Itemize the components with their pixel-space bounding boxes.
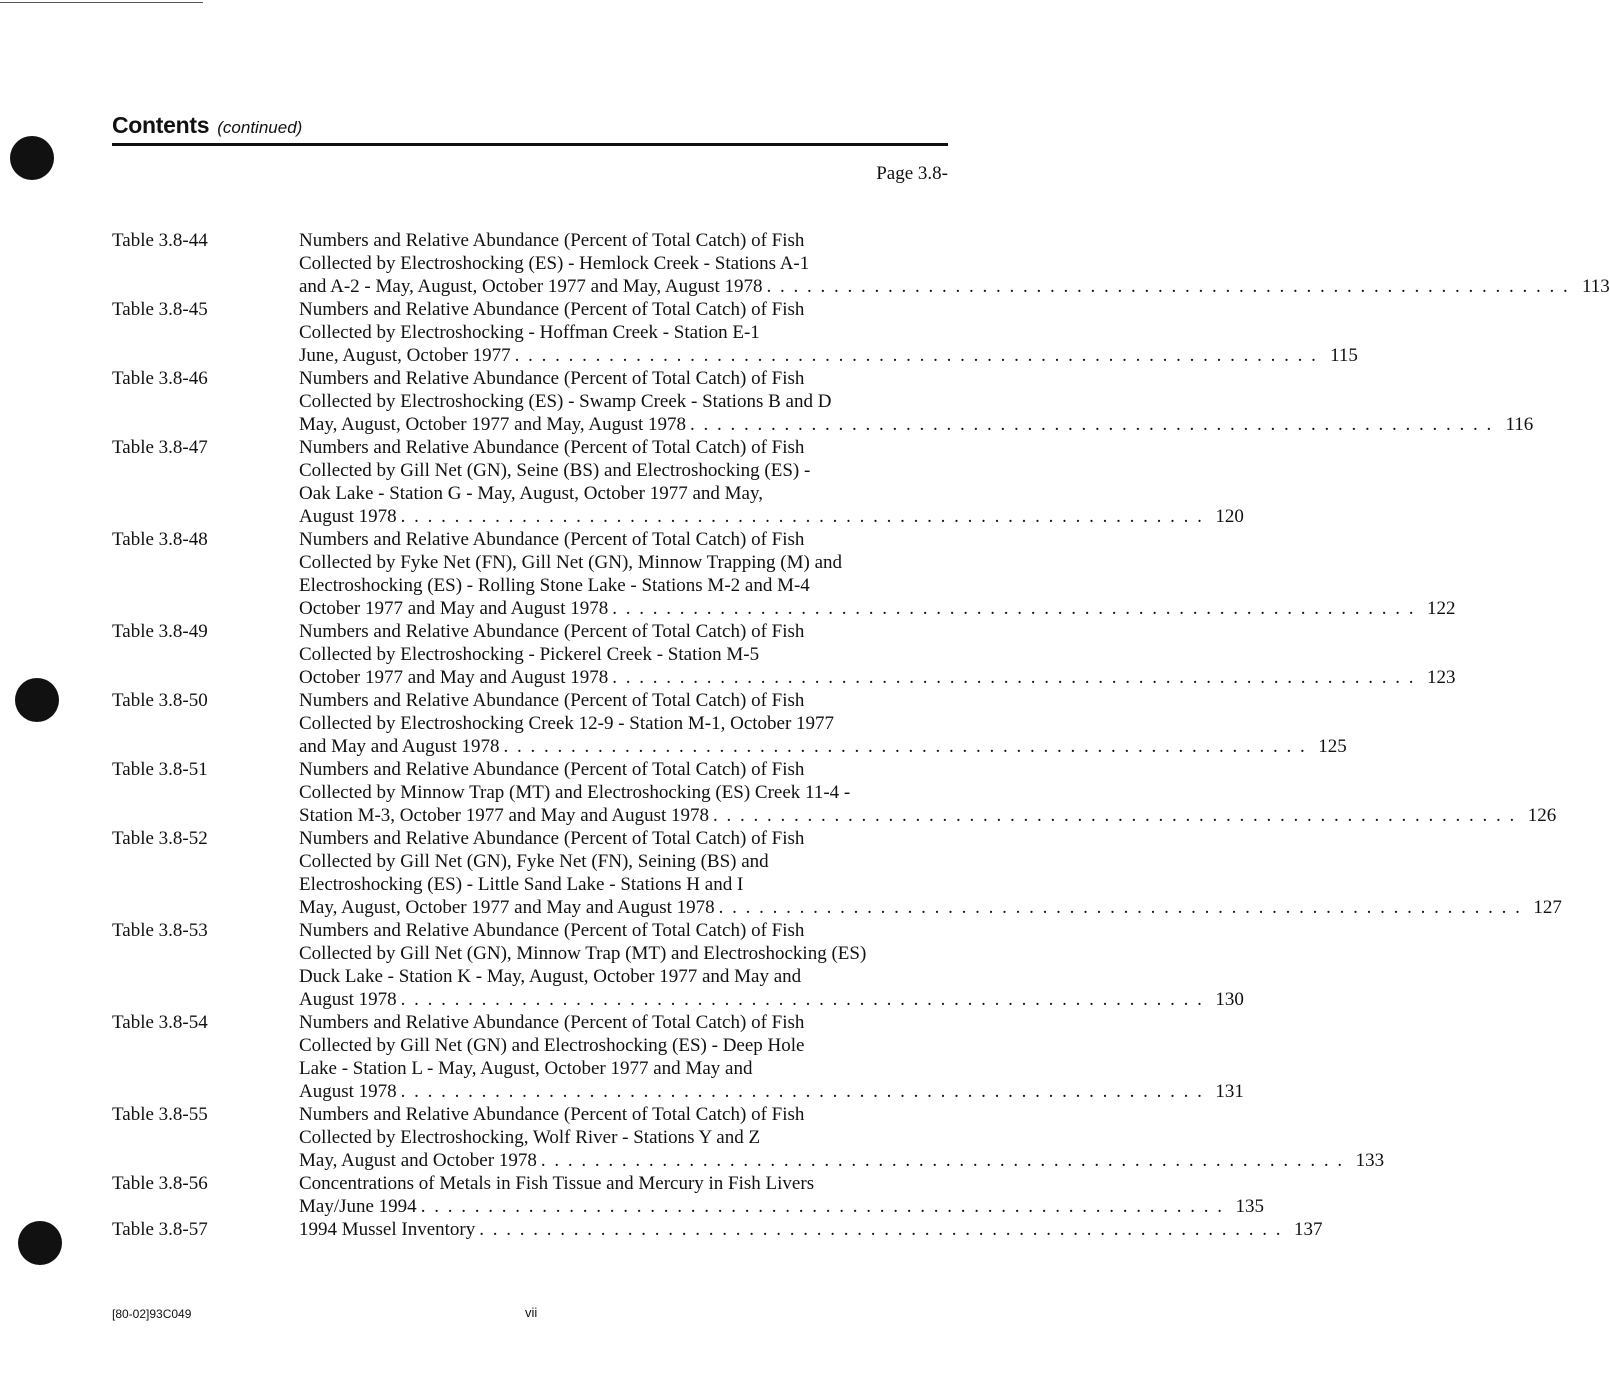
binder-hole-icon <box>15 678 59 722</box>
title-last-line <box>299 1195 1264 1218</box>
table-title <box>299 229 1610 298</box>
title-line: Collected by Electroshocking - Pickerel Creek - Station M-5 <box>299 644 760 665</box>
toc-entry[interactable] <box>112 620 1456 689</box>
dot-leader: . . . . . . . . . . . . . . . . . . . . . . . . . . . . . . . . . . . . . . . . . . . . . . . . . . . . . . . . . . . . <box>420 1196 1224 1217</box>
title-line: and May and August 1978 <box>299 736 500 757</box>
binder-hole-icon <box>10 136 54 180</box>
dot-leader: . . . . . . . . . . . . . . . . . . . . . . . . . . . . . . . . . . . . . . . . . . . . . . . . . . . . . . . . . . . . <box>766 276 1570 297</box>
title-line: Numbers and Relative Abundance (Percent of Total Catch) of Fish <box>299 690 805 711</box>
title-line: Numbers and Relative Abundance (Percent of Total Catch) of Fish <box>299 920 805 941</box>
table-number: Table 3.8-54 <box>112 1012 208 1033</box>
table-title <box>299 1218 1323 1241</box>
title-line: Collected by Gill Net (GN), Minnow Trap (MT) and Electroshocking (ES) <box>299 943 867 964</box>
toc-entry[interactable] <box>112 436 1244 528</box>
title-line: May, August, October 1977 and May and August 1978 <box>299 897 715 918</box>
dot-leader: . . . . . . . . . . . . . . . . . . . . . . . . . . . . . . . . . . . . . . . . . . . . . . . . . . . . . . . . . . . . <box>612 598 1416 619</box>
table-title <box>299 689 1347 758</box>
dot-leader: . . . . . . . . . . . . . . . . . . . . . . . . . . . . . . . . . . . . . . . . . . . . . . . . . . . . . . . . . . . . <box>612 667 1416 688</box>
dot-leader: . . . . . . . . . . . . . . . . . . . . . . . . . . . . . . . . . . . . . . . . . . . . . . . . . . . . . . . . . . . . <box>514 345 1318 366</box>
table-number: Table 3.8-47 <box>112 437 208 458</box>
title-line: Collected by Gill Net (GN), Fyke Net (FN), Seining (BS) and <box>299 851 769 872</box>
title-line: 1994 Mussel Inventory <box>299 1219 476 1240</box>
title-line: Collected by Electroshocking - Hoffman Creek - Station E-1 <box>299 322 760 343</box>
title-line: Numbers and Relative Abundance (Percent of Total Catch) of Fish <box>299 368 805 389</box>
page-ref[interactable]: 133 <box>1355 1150 1385 1171</box>
header-rule <box>112 143 948 146</box>
page-ref[interactable]: 130 <box>1215 989 1244 1010</box>
title-line: Numbers and Relative Abundance (Percent of Total Catch) of Fish <box>299 621 805 642</box>
table-number: Table 3.8-53 <box>112 920 208 941</box>
title-line: Station M-3, October 1977 and May and August 1978 <box>299 805 710 826</box>
table-number: Table 3.8-56 <box>112 1173 208 1194</box>
toc-entry[interactable] <box>112 758 1557 827</box>
page-title: Contents <box>112 112 210 138</box>
dot-leader: . . . . . . . . . . . . . . . . . . . . . . . . . . . . . . . . . . . . . . . . . . . . . . . . . . . . . . . . . . . . <box>713 805 1517 826</box>
table-number: Table 3.8-51 <box>112 759 208 780</box>
dot-leader: . . . . . . . . . . . . . . . . . . . . . . . . . . . . . . . . . . . . . . . . . . . . . . . . . . . . . . . . . . . . <box>540 1150 1345 1171</box>
title-line: August 1978 <box>299 989 397 1010</box>
table-number: Table 3.8-49 <box>112 621 208 642</box>
table-number: Table 3.8-57 <box>112 1219 208 1240</box>
dot-leader: . . . . . . . . . . . . . . . . . . . . . . . . . . . . . . . . . . . . . . . . . . . . . . . . . . . . . . . . . . . . <box>718 897 1522 918</box>
title-line: Electroshocking (ES) - Little Sand Lake - Stations H and I <box>299 874 744 895</box>
table-title <box>299 1172 1264 1218</box>
toc-entry[interactable] <box>112 367 1534 436</box>
page-ref[interactable]: 113 <box>1581 276 1610 297</box>
page-number: vii <box>525 1305 538 1320</box>
table-number: Table 3.8-45 <box>112 299 208 320</box>
title-line: Numbers and Relative Abundance (Percent of Total Catch) of Fish <box>299 437 805 458</box>
dot-leader: . . . . . . . . . . . . . . . . . . . . . . . . . . . . . . . . . . . . . . . . . . . . . . . . . . . . . . . . . . . . <box>503 736 1307 757</box>
table-number: Table 3.8-55 <box>112 1104 208 1125</box>
title-line: October 1977 and May and August 1978 <box>299 598 609 619</box>
table-title <box>299 298 1358 367</box>
title-line: May, August, October 1977 and May, August 1978 <box>299 414 687 435</box>
table-number: Table 3.8-48 <box>112 529 208 550</box>
page-ref[interactable]: 125 <box>1318 736 1347 757</box>
table-number: Table 3.8-44 <box>112 230 208 251</box>
dot-leader: . . . . . . . . . . . . . . . . . . . . . . . . . . . . . . . . . . . . . . . . . . . . . . . . . . . . . . . . . . . . <box>690 414 1494 435</box>
toc-entry[interactable] <box>112 1011 1244 1103</box>
table-title <box>299 1011 1244 1103</box>
title-last-line <box>299 1149 1385 1172</box>
table-title <box>299 1103 1385 1172</box>
title-line: Collected by Fyke Net (FN), Gill Net (GN), Minnow Trapping (M) and <box>299 552 843 573</box>
title-line: Collected by Gill Net (GN) and Electroshocking (ES) - Deep Hole <box>299 1035 805 1056</box>
title-line: Collected by Minnow Trap (MT) and Electroshocking (ES) Creek 11-4 - <box>299 782 851 803</box>
title-line: August 1978 <box>299 1081 397 1102</box>
title-line: Numbers and Relative Abundance (Percent of Total Catch) of Fish <box>299 828 805 849</box>
binder-hole-icon <box>18 1221 62 1265</box>
title-last-line <box>299 804 1557 827</box>
page-ref[interactable]: 115 <box>1330 345 1358 366</box>
table-title <box>299 436 1244 528</box>
title-line: Duck Lake - Station K - May, August, October 1977 and May and <box>299 966 802 987</box>
page-ref[interactable]: 137 <box>1294 1219 1323 1240</box>
toc-entry[interactable] <box>112 689 1347 758</box>
table-title <box>299 620 1456 689</box>
page-ref[interactable]: 126 <box>1527 805 1557 826</box>
dot-leader: . . . . . . . . . . . . . . . . . . . . . . . . . . . . . . . . . . . . . . . . . . . . . . . . . . . . . . . . . . . . <box>479 1219 1283 1240</box>
table-title <box>299 919 1244 1011</box>
title-line: August 1978 <box>299 506 397 527</box>
title-line: Numbers and Relative Abundance (Percent of Total Catch) of Fish <box>299 529 805 550</box>
contents-header <box>112 112 948 139</box>
title-line: Numbers and Relative Abundance (Percent of Total Catch) of Fish <box>299 1104 805 1125</box>
top-edge-rule <box>0 2 203 3</box>
toc-entry[interactable] <box>112 1172 1264 1218</box>
toc-entry[interactable] <box>112 298 1358 367</box>
title-line: Electroshocking (ES) - Rolling Stone Lake - Stations M-2 and M-4 <box>299 575 810 596</box>
title-line: and A-2 - May, August, October 1977 and May, August 1978 <box>299 276 763 297</box>
page-ref[interactable]: 127 <box>1533 897 1562 918</box>
title-last-line <box>299 505 1244 528</box>
table-of-contents <box>112 229 1610 1241</box>
table-number: Table 3.8-46 <box>112 368 208 389</box>
title-last-line <box>299 413 1534 436</box>
title-line: Collected by Electroshocking (ES) - Swamp Creek - Stations B and D <box>299 391 832 412</box>
table-title <box>299 367 1534 436</box>
title-line: October 1977 and May and August 1978 <box>299 667 609 688</box>
table-title <box>299 528 1456 620</box>
title-last-line <box>299 597 1456 620</box>
page-ref[interactable]: 122 <box>1426 598 1456 619</box>
toc-entry[interactable] <box>112 1103 1385 1172</box>
toc-entry[interactable] <box>112 827 1562 919</box>
dot-leader: . . . . . . . . . . . . . . . . . . . . . . . . . . . . . . . . . . . . . . . . . . . . . . . . . . . . . . . . . . . . <box>400 1081 1204 1102</box>
title-last-line <box>299 344 1358 367</box>
document-code: [80-02]93C049 <box>112 1307 192 1321</box>
toc-entry[interactable] <box>112 528 1456 620</box>
title-last-line <box>299 1218 1323 1241</box>
title-line: Lake - Station L - May, August, October 1977 and May and <box>299 1058 753 1079</box>
page-ref[interactable]: 120 <box>1215 506 1244 527</box>
toc-entry[interactable] <box>112 229 1610 298</box>
page-ref[interactable]: 135 <box>1235 1196 1264 1217</box>
page-ref[interactable]: 123 <box>1426 667 1456 688</box>
page-ref[interactable]: 116 <box>1505 414 1534 435</box>
title-line: Collected by Electroshocking Creek 12-9 - Station M-1, October 1977 <box>299 713 835 734</box>
title-last-line <box>299 988 1244 1011</box>
dot-leader: . . . . . . . . . . . . . . . . . . . . . . . . . . . . . . . . . . . . . . . . . . . . . . . . . . . . . . . . . . . . <box>400 989 1204 1010</box>
page-subtitle: (continued) <box>217 118 303 137</box>
table-number: Table 3.8-50 <box>112 690 208 711</box>
table-number: Table 3.8-52 <box>112 828 208 849</box>
title-last-line <box>299 666 1456 689</box>
toc-entry[interactable] <box>112 1218 1323 1241</box>
title-last-line <box>299 735 1347 758</box>
title-last-line <box>299 1080 1244 1103</box>
title-line: Concentrations of Metals in Fish Tissue and Mercury in Fish Livers <box>299 1173 815 1194</box>
title-line: Numbers and Relative Abundance (Percent of Total Catch) of Fish <box>299 299 805 320</box>
title-line: June, August, October 1977 <box>299 345 511 366</box>
table-title <box>299 758 1557 827</box>
title-line: Collected by Electroshocking (ES) - Hemlock Creek - Stations A-1 <box>299 253 810 274</box>
page-ref[interactable]: 131 <box>1215 1081 1244 1102</box>
title-line: May/June 1994 <box>299 1196 417 1217</box>
table-title <box>299 827 1562 919</box>
title-line: Numbers and Relative Abundance (Percent of Total Catch) of Fish <box>299 1012 805 1033</box>
title-line: Numbers and Relative Abundance (Percent of Total Catch) of Fish <box>299 759 805 780</box>
dot-leader: . . . . . . . . . . . . . . . . . . . . . . . . . . . . . . . . . . . . . . . . . . . . . . . . . . . . . . . . . . . . <box>400 506 1204 527</box>
title-line: Oak Lake - Station G - May, August, October 1977 and May, <box>299 483 763 504</box>
title-line: Collected by Gill Net (GN), Seine (BS) and Electroshocking (ES) - <box>299 460 811 481</box>
title-last-line <box>299 275 1610 298</box>
page-column-label: Page 3.8- <box>876 163 948 184</box>
title-line: Collected by Electroshocking, Wolf River - Stations Y and Z <box>299 1127 761 1148</box>
toc-entry[interactable] <box>112 919 1244 1011</box>
title-last-line <box>299 896 1562 919</box>
title-line: May, August and October 1978 <box>299 1150 537 1171</box>
title-line: Numbers and Relative Abundance (Percent of Total Catch) of Fish <box>299 230 805 251</box>
